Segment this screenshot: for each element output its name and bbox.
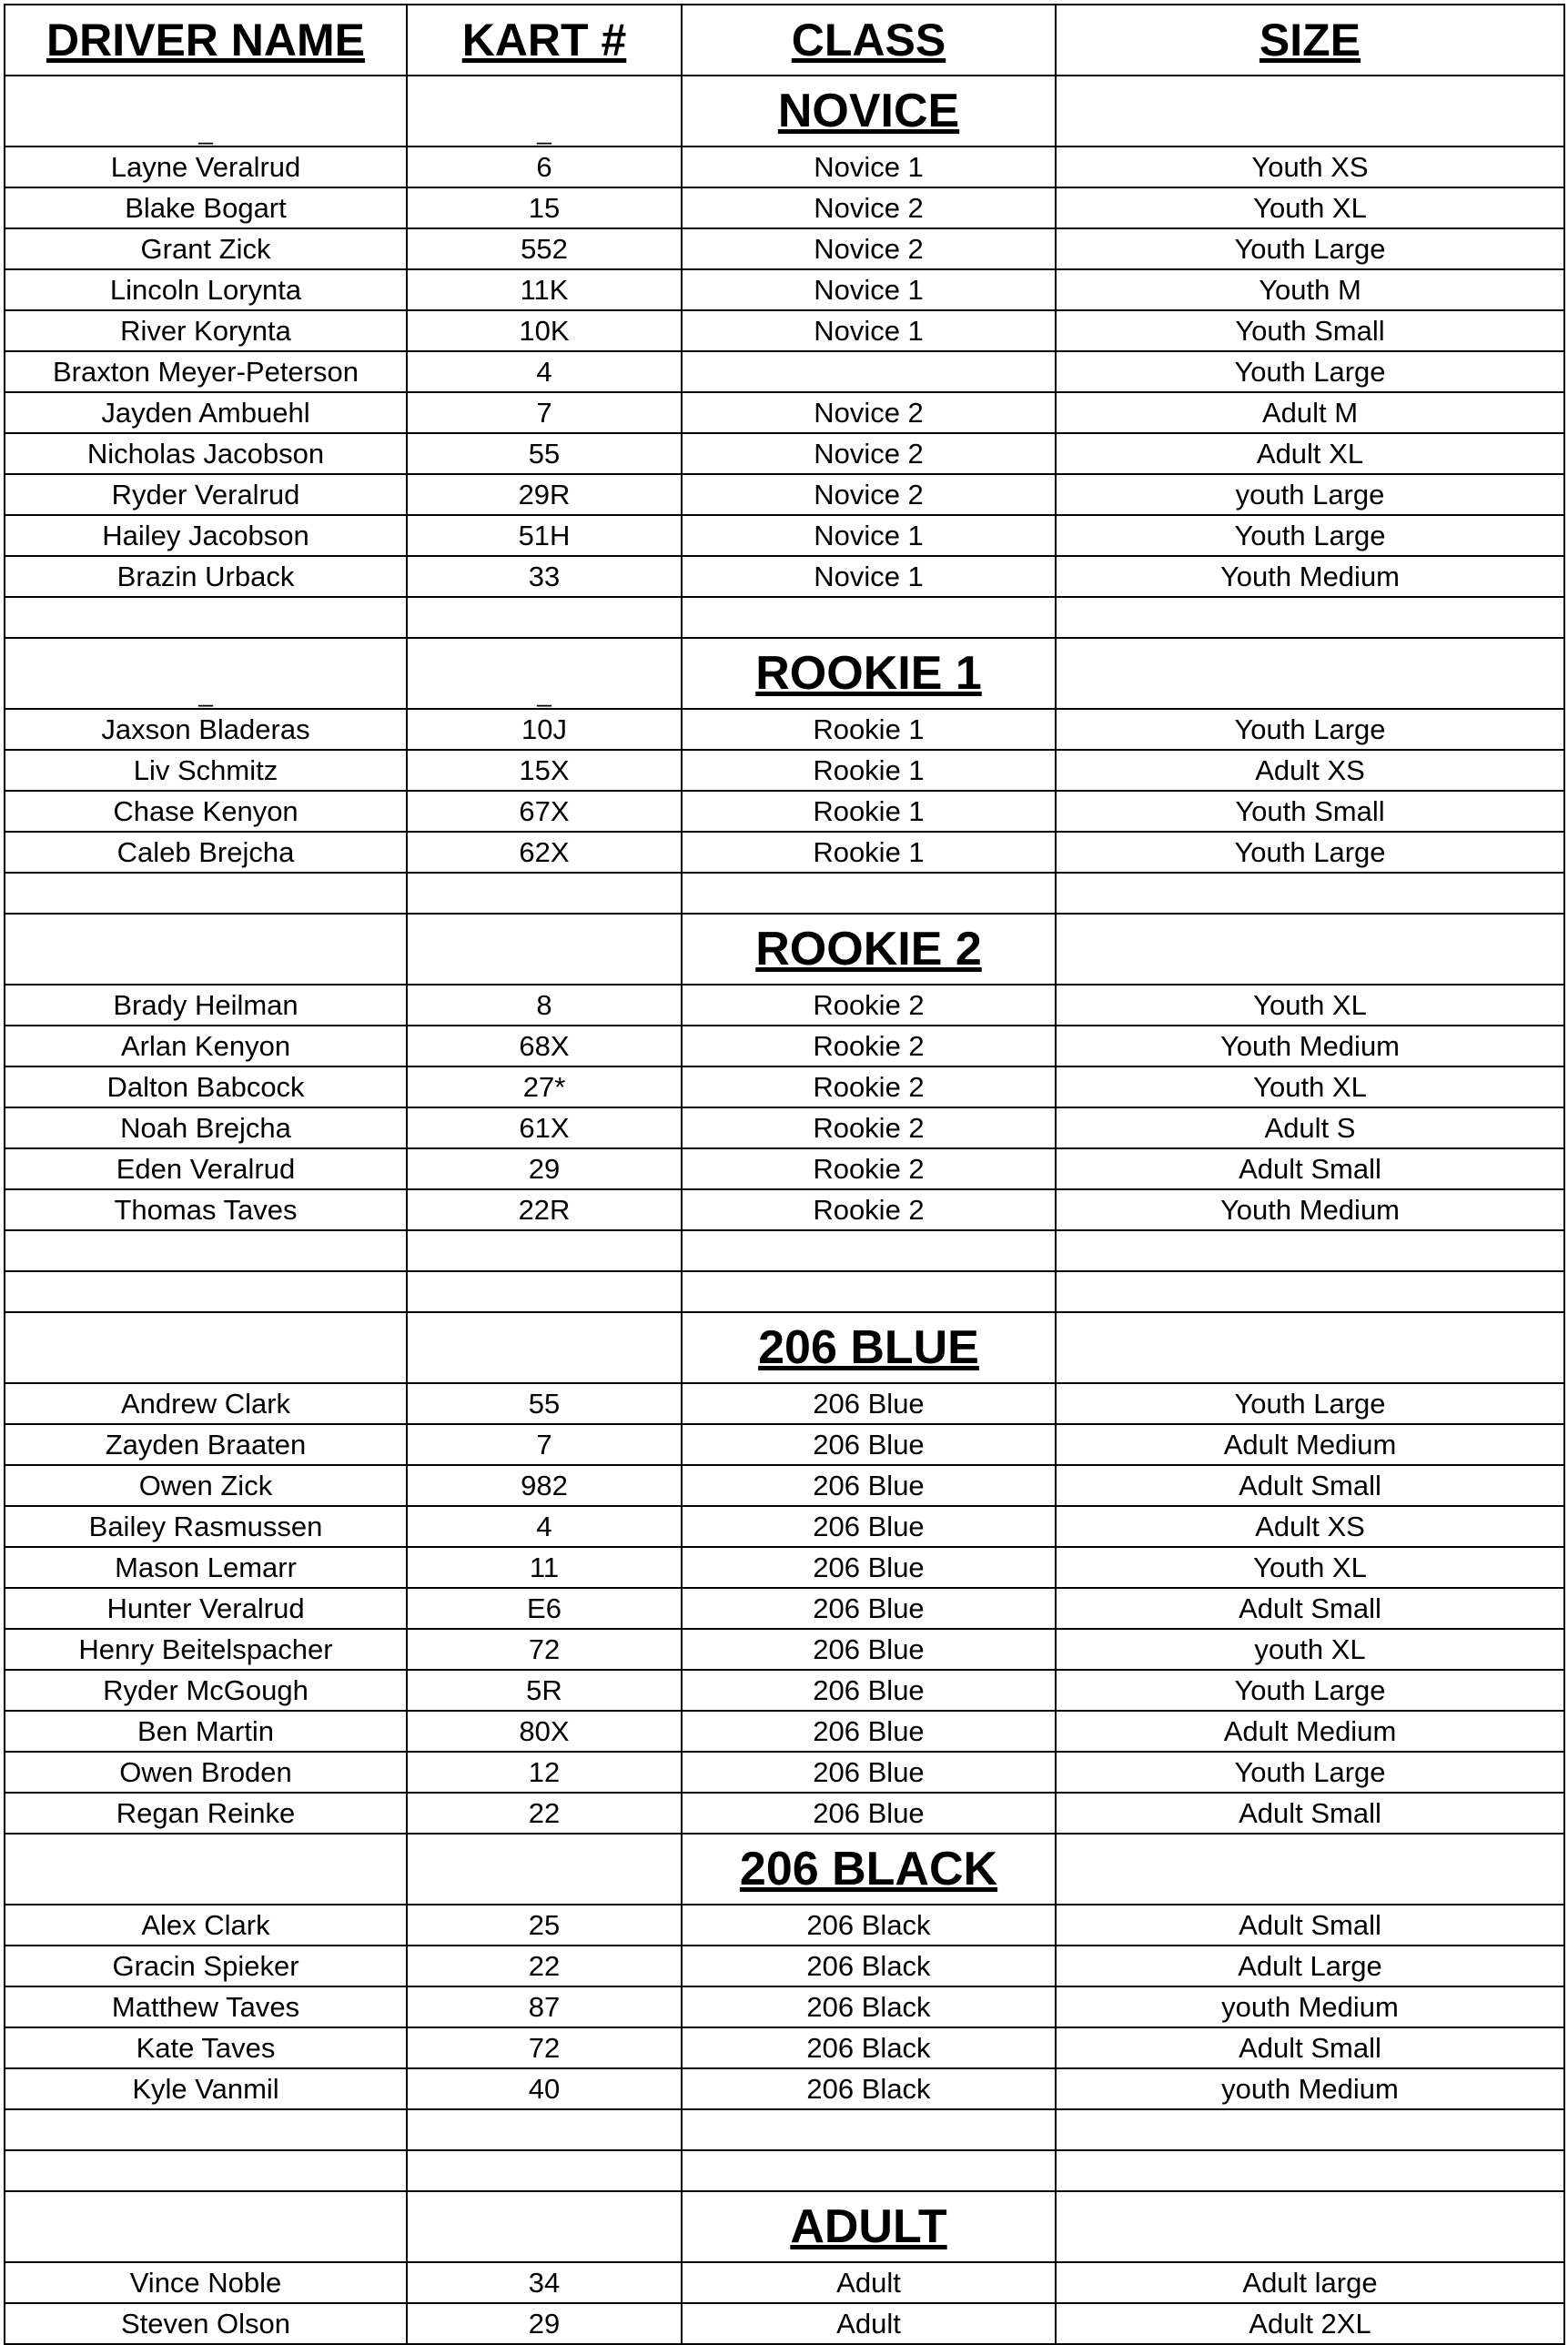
empty-cell — [682, 597, 1056, 638]
table-row — [5, 1670, 1564, 1711]
class-cell: Rookie 1 — [682, 791, 1056, 832]
table-row — [5, 1148, 1564, 1189]
kart-number-cell: 29 — [407, 1148, 682, 1189]
section-header-rookie-2 — [5, 914, 1564, 985]
kart-number-cell: 4 — [407, 351, 682, 392]
driver-name-cell: Jayden Ambuehl — [5, 392, 407, 433]
empty-cell — [407, 597, 682, 638]
table-row — [5, 1793, 1564, 1834]
size-cell: Youth Large — [1056, 1383, 1564, 1424]
table-row — [5, 187, 1564, 228]
table-row — [5, 1711, 1564, 1752]
kart-number-cell: 982 — [407, 1465, 682, 1506]
driver-name-cell: Owen Broden — [5, 1752, 407, 1793]
table-row — [5, 1946, 1564, 1986]
header-row — [5, 5, 1564, 76]
class-cell: Rookie 2 — [682, 1107, 1056, 1148]
kart-number-cell: 62X — [407, 832, 682, 873]
driver-name-cell: Thomas Taves — [5, 1189, 407, 1230]
table-row — [5, 1465, 1564, 1506]
driver-name-cell: Ryder McGough — [5, 1670, 407, 1711]
section-header-rookie-1 — [5, 638, 1564, 709]
section-marker — [5, 1834, 407, 1905]
empty-cell — [5, 597, 407, 638]
section-header-novice — [5, 76, 1564, 147]
blank-row — [5, 2150, 1564, 2191]
class-cell: 206 Black — [682, 2027, 1056, 2068]
driver-name-cell: Alex Clark — [5, 1905, 407, 1946]
class-cell: 206 Black — [682, 1905, 1056, 1946]
empty-cell — [682, 2150, 1056, 2191]
empty-cell — [1056, 873, 1564, 914]
section-marker: _ — [407, 76, 682, 147]
kart-number-cell: 15X — [407, 750, 682, 791]
driver-name-cell: Brady Heilman — [5, 985, 407, 1026]
kart-number-cell: 15 — [407, 187, 682, 228]
driver-name-cell: Henry Beitelspacher — [5, 1629, 407, 1670]
size-cell: Adult Medium — [1056, 1424, 1564, 1465]
size-cell: Adult Large — [1056, 1946, 1564, 1986]
class-cell: 206 Blue — [682, 1547, 1056, 1588]
kart-number-cell: E6 — [407, 1588, 682, 1629]
section-marker: _ — [5, 76, 407, 147]
empty-cell — [5, 1271, 407, 1312]
class-cell: 206 Blue — [682, 1506, 1056, 1547]
empty-cell — [5, 1230, 407, 1271]
table-row — [5, 2303, 1564, 2344]
class-cell: 206 Blue — [682, 1670, 1056, 1711]
section-marker — [5, 2191, 407, 2262]
empty-cell — [1056, 914, 1564, 985]
class-cell: Rookie 1 — [682, 832, 1056, 873]
empty-cell — [682, 1230, 1056, 1271]
kart-number-cell: 27* — [407, 1066, 682, 1107]
size-cell: Youth Medium — [1056, 1026, 1564, 1066]
empty-cell — [1056, 2191, 1564, 2262]
table-row — [5, 474, 1564, 515]
table-row — [5, 1383, 1564, 1424]
section-header-206-black — [5, 1834, 1564, 1905]
table-row — [5, 351, 1564, 392]
table-row — [5, 791, 1564, 832]
class-cell: 206 Black — [682, 1986, 1056, 2027]
driver-name-cell: Steven Olson — [5, 2303, 407, 2344]
empty-cell — [407, 873, 682, 914]
driver-name-cell: Liv Schmitz — [5, 750, 407, 791]
driver-name-cell: Vince Noble — [5, 2262, 407, 2303]
driver-name-cell: Lincoln Lorynta — [5, 269, 407, 310]
roster-body — [5, 76, 1564, 2344]
class-cell: 206 Blue — [682, 1588, 1056, 1629]
size-cell: Youth XL — [1056, 985, 1564, 1026]
empty-cell — [5, 2150, 407, 2191]
section-marker — [407, 914, 682, 985]
size-cell: Adult Small — [1056, 1465, 1564, 1506]
empty-cell — [407, 1230, 682, 1271]
header-driver-name: DRIVER NAME — [5, 5, 407, 76]
size-cell: Adult Small — [1056, 1905, 1564, 1946]
class-cell: Novice 2 — [682, 187, 1056, 228]
table-row — [5, 985, 1564, 1026]
table-row — [5, 1986, 1564, 2027]
class-cell: 206 Blue — [682, 1752, 1056, 1793]
driver-name-cell: Kyle Vanmil — [5, 2068, 407, 2109]
class-cell: 206 Blue — [682, 1793, 1056, 1834]
class-cell: 206 Blue — [682, 1424, 1056, 1465]
size-cell: Adult large — [1056, 2262, 1564, 2303]
section-marker: _ — [407, 638, 682, 709]
kart-number-cell: 61X — [407, 1107, 682, 1148]
empty-cell — [1056, 1271, 1564, 1312]
kart-number-cell: 5R — [407, 1670, 682, 1711]
class-cell: Novice 1 — [682, 310, 1056, 351]
size-cell: Adult 2XL — [1056, 2303, 1564, 2344]
driver-name-cell: Layne Veralrud — [5, 147, 407, 187]
table-row — [5, 433, 1564, 474]
kart-number-cell: 11K — [407, 269, 682, 310]
class-cell: Novice 2 — [682, 433, 1056, 474]
kart-number-cell: 7 — [407, 1424, 682, 1465]
kart-number-cell: 67X — [407, 791, 682, 832]
driver-name-cell: Chase Kenyon — [5, 791, 407, 832]
table-row — [5, 2068, 1564, 2109]
section-marker — [407, 1312, 682, 1383]
empty-cell — [407, 2109, 682, 2150]
size-cell: Youth Medium — [1056, 556, 1564, 597]
class-cell: Novice 1 — [682, 269, 1056, 310]
section-marker: _ — [5, 638, 407, 709]
size-cell: Adult XS — [1056, 750, 1564, 791]
class-cell: 206 Blue — [682, 1465, 1056, 1506]
driver-name-cell: Kate Taves — [5, 2027, 407, 2068]
driver-name-cell: Gracin Spieker — [5, 1946, 407, 1986]
driver-name-cell: Regan Reinke — [5, 1793, 407, 1834]
kart-number-cell: 29R — [407, 474, 682, 515]
kart-number-cell: 80X — [407, 1711, 682, 1752]
driver-name-cell: Arlan Kenyon — [5, 1026, 407, 1066]
driver-name-cell: Caleb Brejcha — [5, 832, 407, 873]
kart-number-cell: 51H — [407, 515, 682, 556]
section-title: NOVICE — [682, 76, 1056, 147]
blank-row — [5, 2109, 1564, 2150]
size-cell: youth Medium — [1056, 1986, 1564, 2027]
kart-number-cell: 72 — [407, 1629, 682, 1670]
kart-number-cell: 87 — [407, 1986, 682, 2027]
table-row — [5, 1107, 1564, 1148]
size-cell: Youth XL — [1056, 1547, 1564, 1588]
empty-cell — [407, 1271, 682, 1312]
driver-name-cell: Ben Martin — [5, 1711, 407, 1752]
size-cell: Adult XS — [1056, 1506, 1564, 1547]
kart-number-cell: 29 — [407, 2303, 682, 2344]
driver-name-cell: Nicholas Jacobson — [5, 433, 407, 474]
class-cell: Novice 1 — [682, 147, 1056, 187]
class-cell: Novice 1 — [682, 515, 1056, 556]
table-row — [5, 1066, 1564, 1107]
section-title: ROOKIE 2 — [682, 914, 1056, 985]
driver-roster-sheet — [4, 4, 1563, 2340]
driver-name-cell: Brazin Urback — [5, 556, 407, 597]
empty-cell — [1056, 76, 1564, 147]
kart-number-cell: 7 — [407, 392, 682, 433]
size-cell: Adult S — [1056, 1107, 1564, 1148]
class-cell: Rookie 2 — [682, 1026, 1056, 1066]
class-cell: 206 Black — [682, 1946, 1056, 1986]
table-row — [5, 147, 1564, 187]
table-row — [5, 1026, 1564, 1066]
empty-cell — [1056, 638, 1564, 709]
class-cell: Rookie 1 — [682, 750, 1056, 791]
kart-number-cell: 8 — [407, 985, 682, 1026]
kart-number-cell: 10K — [407, 310, 682, 351]
section-marker — [5, 914, 407, 985]
kart-number-cell: 10J — [407, 709, 682, 750]
empty-cell — [1056, 597, 1564, 638]
size-cell: Youth Large — [1056, 832, 1564, 873]
kart-number-cell: 12 — [407, 1752, 682, 1793]
empty-cell — [682, 2109, 1056, 2150]
section-marker — [407, 1834, 682, 1905]
size-cell: Youth Large — [1056, 1752, 1564, 1793]
class-cell: Rookie 2 — [682, 1189, 1056, 1230]
empty-cell — [682, 873, 1056, 914]
table-row — [5, 310, 1564, 351]
class-cell: 206 Blue — [682, 1711, 1056, 1752]
class-cell: Rookie 1 — [682, 709, 1056, 750]
kart-number-cell: 22 — [407, 1793, 682, 1834]
driver-name-cell: Braxton Meyer-Peterson — [5, 351, 407, 392]
class-cell: 206 Blue — [682, 1629, 1056, 1670]
size-cell: youth Medium — [1056, 2068, 1564, 2109]
size-cell: Adult Small — [1056, 1148, 1564, 1189]
driver-roster-table — [4, 4, 1565, 2345]
class-cell: Rookie 2 — [682, 1066, 1056, 1107]
empty-cell — [407, 2150, 682, 2191]
table-row — [5, 1424, 1564, 1465]
kart-number-cell: 33 — [407, 556, 682, 597]
kart-number-cell: 40 — [407, 2068, 682, 2109]
empty-cell — [5, 873, 407, 914]
driver-name-cell: Eden Veralrud — [5, 1148, 407, 1189]
section-title: ROOKIE 1 — [682, 638, 1056, 709]
size-cell: Youth Large — [1056, 1670, 1564, 1711]
size-cell: Youth Small — [1056, 791, 1564, 832]
section-header-206-blue — [5, 1312, 1564, 1383]
size-cell: youth XL — [1056, 1629, 1564, 1670]
header-kart-number: KART # — [407, 5, 682, 76]
table-row — [5, 1506, 1564, 1547]
size-cell: Youth XS — [1056, 147, 1564, 187]
header-class: CLASS — [682, 5, 1056, 76]
driver-name-cell: Hunter Veralrud — [5, 1588, 407, 1629]
table-row — [5, 2027, 1564, 2068]
size-cell: Youth Large — [1056, 515, 1564, 556]
empty-cell — [1056, 2150, 1564, 2191]
driver-name-cell: Dalton Babcock — [5, 1066, 407, 1107]
empty-cell — [1056, 1230, 1564, 1271]
class-cell: 206 Blue — [682, 1383, 1056, 1424]
driver-name-cell: Bailey Rasmussen — [5, 1506, 407, 1547]
size-cell: Adult Small — [1056, 1588, 1564, 1629]
table-row — [5, 1752, 1564, 1793]
kart-number-cell: 72 — [407, 2027, 682, 2068]
table-row — [5, 1905, 1564, 1946]
size-cell: Youth Large — [1056, 351, 1564, 392]
class-cell: 206 Black — [682, 2068, 1056, 2109]
blank-row — [5, 873, 1564, 914]
blank-row — [5, 597, 1564, 638]
size-cell: Adult Small — [1056, 1793, 1564, 1834]
driver-name-cell: Hailey Jacobson — [5, 515, 407, 556]
size-cell: Youth Medium — [1056, 1189, 1564, 1230]
driver-name-cell: Jaxson Bladeras — [5, 709, 407, 750]
section-title: 206 BLUE — [682, 1312, 1056, 1383]
table-row — [5, 1629, 1564, 1670]
size-cell: Youth M — [1056, 269, 1564, 310]
kart-number-cell: 55 — [407, 433, 682, 474]
section-header-adult — [5, 2191, 1564, 2262]
section-title: ADULT — [682, 2191, 1056, 2262]
table-row — [5, 709, 1564, 750]
table-row — [5, 1588, 1564, 1629]
table-row — [5, 2262, 1564, 2303]
kart-number-cell: 68X — [407, 1026, 682, 1066]
section-marker — [5, 1312, 407, 1383]
kart-number-cell: 25 — [407, 1905, 682, 1946]
header-size: SIZE — [1056, 5, 1564, 76]
driver-name-cell: Andrew Clark — [5, 1383, 407, 1424]
empty-cell — [5, 2109, 407, 2150]
class-cell: Adult — [682, 2262, 1056, 2303]
class-cell: Adult — [682, 2303, 1056, 2344]
driver-name-cell: Matthew Taves — [5, 1986, 407, 2027]
table-row — [5, 1189, 1564, 1230]
size-cell: Adult Small — [1056, 2027, 1564, 2068]
class-cell — [682, 351, 1056, 392]
empty-cell — [682, 1271, 1056, 1312]
table-row — [5, 556, 1564, 597]
size-cell: youth Large — [1056, 474, 1564, 515]
table-row — [5, 269, 1564, 310]
driver-name-cell: Zayden Braaten — [5, 1424, 407, 1465]
table-row — [5, 515, 1564, 556]
kart-number-cell: 11 — [407, 1547, 682, 1588]
kart-number-cell: 552 — [407, 228, 682, 269]
class-cell: Rookie 2 — [682, 985, 1056, 1026]
kart-number-cell: 34 — [407, 2262, 682, 2303]
section-title: 206 BLACK — [682, 1834, 1056, 1905]
kart-number-cell: 4 — [407, 1506, 682, 1547]
size-cell: Youth Large — [1056, 228, 1564, 269]
driver-name-cell: Blake Bogart — [5, 187, 407, 228]
kart-number-cell: 22 — [407, 1946, 682, 1986]
size-cell: Youth XL — [1056, 1066, 1564, 1107]
kart-number-cell: 55 — [407, 1383, 682, 1424]
driver-name-cell: Ryder Veralrud — [5, 474, 407, 515]
table-row — [5, 392, 1564, 433]
table-row — [5, 832, 1564, 873]
driver-name-cell: Grant Zick — [5, 228, 407, 269]
size-cell: Adult M — [1056, 392, 1564, 433]
empty-cell — [1056, 1834, 1564, 1905]
kart-number-cell: 22R — [407, 1189, 682, 1230]
class-cell: Novice 2 — [682, 392, 1056, 433]
empty-cell — [1056, 1312, 1564, 1383]
class-cell: Rookie 2 — [682, 1148, 1056, 1189]
size-cell: Youth Small — [1056, 310, 1564, 351]
empty-cell — [1056, 2109, 1564, 2150]
size-cell: Adult XL — [1056, 433, 1564, 474]
size-cell: Youth Large — [1056, 709, 1564, 750]
table-row — [5, 228, 1564, 269]
section-marker — [407, 2191, 682, 2262]
blank-row — [5, 1271, 1564, 1312]
driver-name-cell: Mason Lemarr — [5, 1547, 407, 1588]
table-row — [5, 750, 1564, 791]
class-cell: Novice 2 — [682, 474, 1056, 515]
driver-name-cell: Owen Zick — [5, 1465, 407, 1506]
driver-name-cell: River Korynta — [5, 310, 407, 351]
class-cell: Novice 2 — [682, 228, 1056, 269]
table-row — [5, 1547, 1564, 1588]
class-cell: Novice 1 — [682, 556, 1056, 597]
driver-name-cell: Noah Brejcha — [5, 1107, 407, 1148]
kart-number-cell: 6 — [407, 147, 682, 187]
size-cell: Youth XL — [1056, 187, 1564, 228]
blank-row — [5, 1230, 1564, 1271]
size-cell: Adult Medium — [1056, 1711, 1564, 1752]
